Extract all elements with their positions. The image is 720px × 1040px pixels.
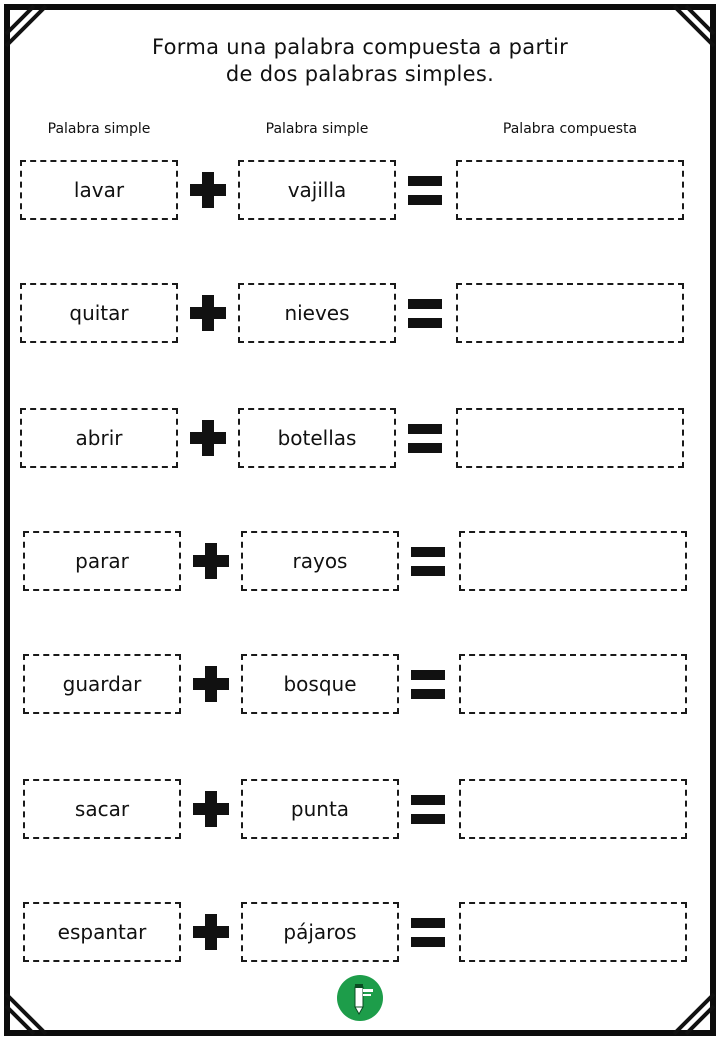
plus-icon [190, 295, 226, 331]
exercise-row [0, 902, 720, 964]
second-word-box: vajilla [238, 160, 396, 220]
plus-icon [190, 420, 226, 456]
instructions-title [0, 34, 720, 88]
compound-word-answer-box[interactable] [459, 902, 687, 962]
column-header-first-word: Palabra simple [47, 121, 151, 137]
plus-icon [193, 791, 229, 827]
compound-word-answer-box[interactable] [456, 160, 684, 220]
pencil-logo-icon [337, 975, 383, 1021]
exercise-row [0, 283, 720, 345]
column-header-compound-word: Palabra compuesta [502, 121, 638, 137]
column-header-second-word: Palabra simple [265, 121, 369, 137]
equals-icon [411, 670, 445, 700]
corner-stripes-icon [670, 990, 716, 1036]
equals-icon [408, 299, 442, 329]
compound-word-answer-box[interactable] [456, 283, 684, 343]
exercise-row [0, 160, 720, 222]
title-line-1: Forma una palabra compuesta a partir [151, 35, 569, 59]
plus-icon [190, 172, 226, 208]
second-word-box: punta [241, 779, 399, 839]
first-word-box: espantar [23, 902, 181, 962]
exercise-row [0, 408, 720, 470]
first-word-box: abrir [20, 408, 178, 468]
title-line-2: de dos palabras simples. [225, 62, 495, 86]
second-word-box: rayos [241, 531, 399, 591]
second-word-box: bosque [241, 654, 399, 714]
exercise-row [0, 779, 720, 841]
first-word-box: quitar [20, 283, 178, 343]
exercise-row [0, 531, 720, 593]
plus-icon [193, 543, 229, 579]
exercise-row [0, 654, 720, 716]
compound-word-answer-box[interactable] [459, 779, 687, 839]
equals-icon [411, 795, 445, 825]
first-word-box: guardar [23, 654, 181, 714]
equals-icon [408, 176, 442, 206]
equals-icon [408, 424, 442, 454]
first-word-box: sacar [23, 779, 181, 839]
equals-icon [411, 918, 445, 948]
second-word-box: pájaros [241, 902, 399, 962]
compound-word-answer-box[interactable] [459, 654, 687, 714]
corner-stripes-icon [4, 990, 50, 1036]
second-word-box: nieves [238, 283, 396, 343]
page-frame [4, 4, 716, 1036]
first-word-box: parar [23, 531, 181, 591]
first-word-box: lavar [20, 160, 178, 220]
equals-icon [411, 547, 445, 577]
compound-word-answer-box[interactable] [456, 408, 684, 468]
plus-icon [193, 666, 229, 702]
plus-icon [193, 914, 229, 950]
second-word-box: botellas [238, 408, 396, 468]
compound-word-answer-box[interactable] [459, 531, 687, 591]
